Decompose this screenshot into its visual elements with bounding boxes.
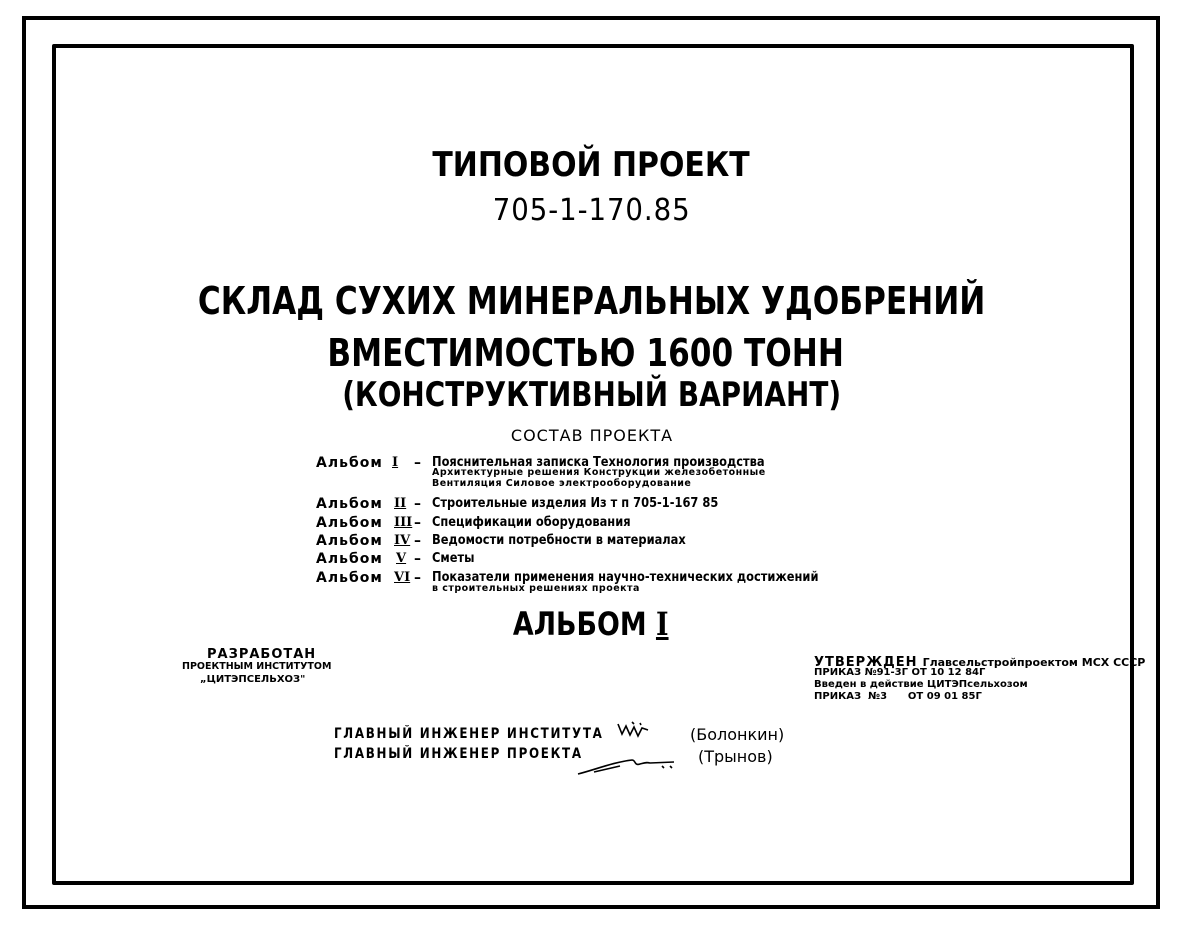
- approved-by: Главсельстройпроектом МСХ СССР: [922, 656, 1146, 669]
- album-roman: II: [394, 496, 407, 511]
- approved-label: УТВЕРЖДЕН: [814, 655, 918, 670]
- album-description: Ведомости потребности в материалах: [432, 533, 686, 548]
- chief-engineer-institute-role: ГЛАВНЫЙ ИНЖЕНЕР ИНСТИТУТА: [334, 726, 604, 742]
- album-roman: III: [394, 515, 413, 530]
- album-roman: IV: [394, 533, 411, 548]
- album-description: Строительные изделия Из т п 705-1-167 85: [432, 496, 719, 511]
- chief-engineer-project-role: ГЛАВНЫЙ ИНЖЕНЕР ПРОЕКТА: [334, 746, 583, 762]
- chief-engineer-project-name: (Трынов): [698, 747, 773, 766]
- album-label: Альбом: [316, 570, 383, 586]
- developed-institute-name: „ЦИТЭПСЕЛЬХОЗ": [200, 674, 306, 685]
- album-roman: I: [392, 455, 399, 470]
- signature-bolonkin: [614, 720, 664, 742]
- album-label: Альбом: [316, 533, 383, 549]
- current-album-label: АЛЬБОМ: [512, 605, 647, 643]
- album-sub-description: Архитектурные решения Конструкции железобетонные: [432, 467, 766, 478]
- album-description: Сметы: [432, 551, 475, 566]
- approved-order: ПРИКАЗ №91-3Г ОТ 10 12 84Г: [814, 667, 986, 678]
- developed-label: РАЗРАБОТАН: [207, 647, 317, 662]
- heading-line-1: СКЛАД СУХИХ МИНЕРАЛЬНЫХ УДОБРЕНИЙ: [197, 279, 986, 323]
- album-label: Альбом: [316, 496, 383, 512]
- heading-line-3: (КОНСТРУКТИВНЫЙ ВАРИАНТ): [342, 375, 842, 415]
- album-roman: VI: [394, 570, 411, 585]
- album-dash: –: [414, 533, 422, 549]
- album-dash: –: [414, 570, 422, 586]
- chief-engineer-institute-name: (Болонкин): [690, 725, 785, 744]
- composition-title: СОСТАВ ПРОЕКТА: [510, 426, 674, 445]
- album-description: Спецификации оборудования: [432, 515, 631, 530]
- album-sub-description: Вентиляция Силовое электрооборудование: [432, 478, 692, 489]
- heading-line-2: ВМЕСТИМОСТЬЮ 1600 ТОНН: [327, 331, 844, 375]
- album-dash: –: [414, 551, 422, 567]
- current-album: [93, 605, 1088, 643]
- album-sub-description: в строительных решениях проекта: [432, 583, 640, 594]
- signature-trynov: [574, 752, 686, 778]
- current-album-roman: I: [655, 605, 669, 643]
- developed-institute-type: ПРОЕКТНЫМ ИНСТИТУТОМ: [182, 661, 332, 672]
- album-description: Показатели применения научно-технических достижений: [432, 570, 819, 585]
- album-dash: –: [414, 455, 422, 471]
- album-description: Пояснительная записка Технология производства: [432, 455, 765, 470]
- approved-enforced: Введен в действие ЦИТЭПсельхозом: [814, 679, 1028, 690]
- album-dash: –: [414, 515, 422, 531]
- album-label: Альбом: [316, 455, 383, 471]
- album-roman: V: [396, 551, 407, 566]
- project-number: 705-1-170.85: [492, 193, 691, 228]
- document-title: ТИПОВОЙ ПРОЕКТ: [432, 145, 750, 185]
- approved-enforced-order: ПРИКАЗ №3 ОТ 09 01 85Г: [814, 691, 982, 702]
- album-label: Альбом: [316, 551, 383, 567]
- album-dash: –: [414, 496, 422, 512]
- album-label: Альбом: [316, 515, 383, 531]
